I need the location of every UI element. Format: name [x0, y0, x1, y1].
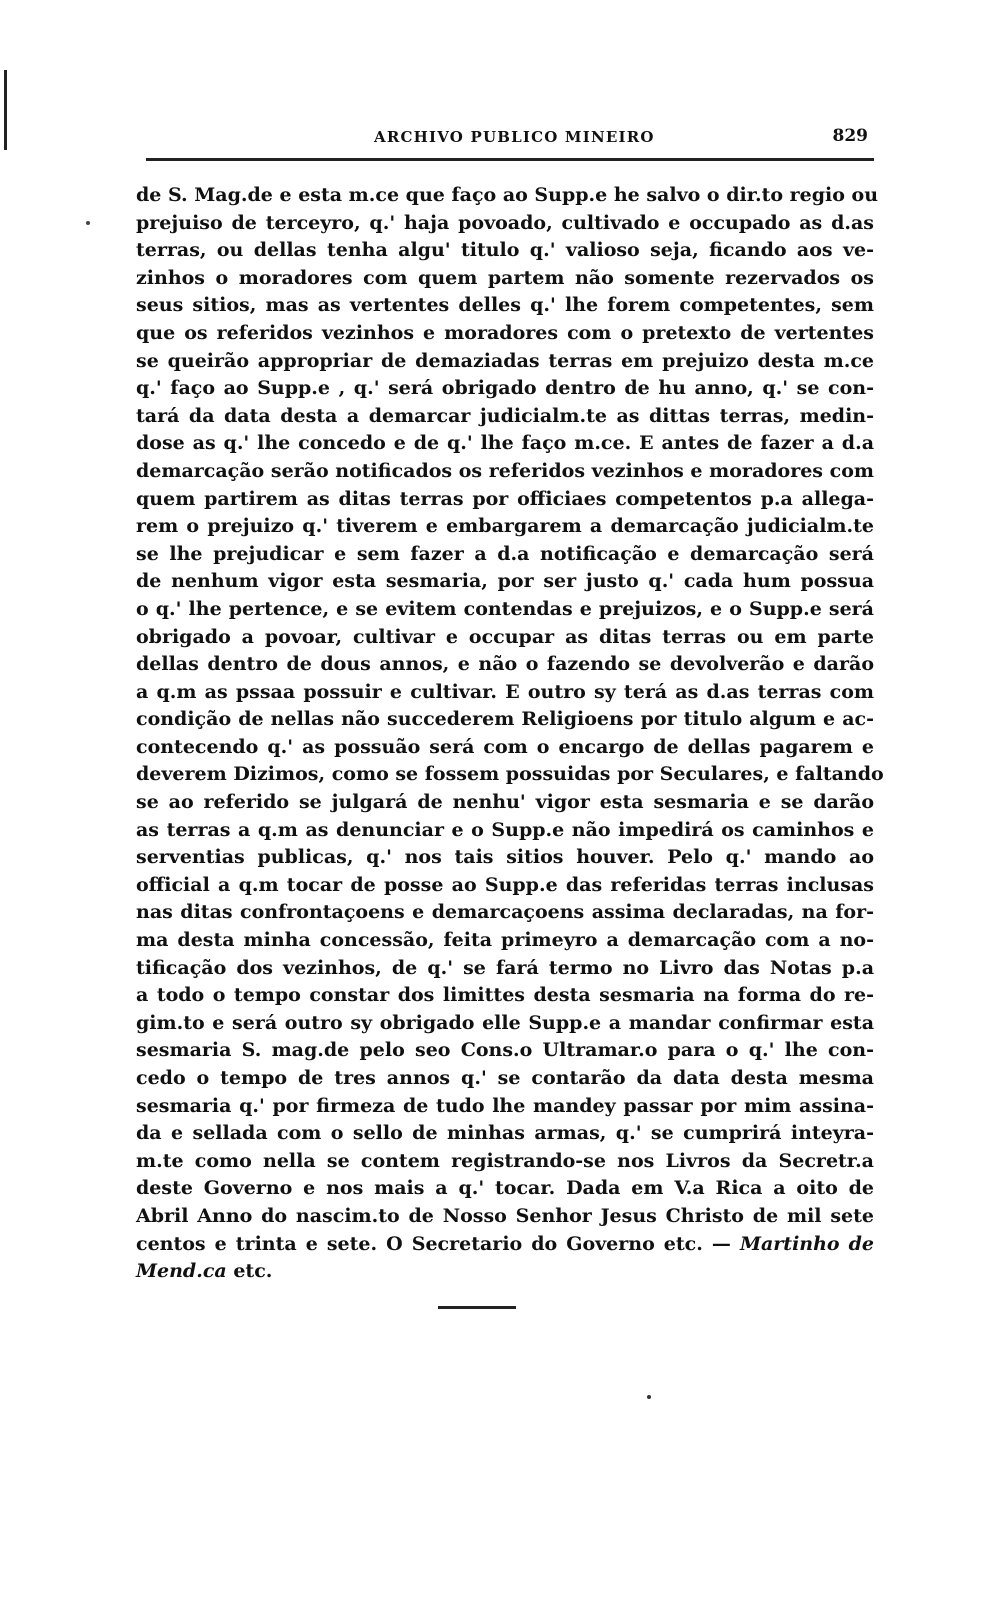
- text-line: se lhe prejudicar e sem fazer a d.a notificação e demarcação será: [136, 542, 874, 565]
- body-text: [136, 182, 884, 1286]
- text-line: serventias publicas, q.' nos tais sitios houver. Pelo q.' mando ao: [136, 846, 874, 869]
- text-line: a q.m as pssaa possuir e cultivar. E outro sy terá as d.as terras com: [136, 680, 874, 703]
- text-line: sesmaria q.' por firmeza de tudo lhe mandey passar por mim assina-: [136, 1094, 874, 1117]
- text-line: que os referidos vezinhos e moradores com o pretexto de vertentes: [136, 321, 874, 344]
- text-line: gim.to e será outro sy obrigado elle Supp.e a mandar confirmar esta: [136, 1011, 874, 1034]
- text-line: deste Governo e nos mais a q.' tocar. Dada em V.a Rica a oito de: [136, 1177, 874, 1200]
- text-line: q.' faço ao Supp.e , q.' será obrigado dentro de hu anno, q.' se con-: [136, 377, 874, 400]
- text-line: sesmaria S. mag.de pelo seo Cons.o Ultramar.o para o q.' lhe con-: [136, 1039, 874, 1062]
- text-line: Abril Anno do nascim.to de Nosso Senhor Jesus Christo de mil sete: [136, 1204, 874, 1227]
- running-header: [136, 128, 874, 154]
- margin-speck: [86, 221, 90, 225]
- text-line: tará da data desta a demarcar judicialm.te as dittas terras, medin-: [136, 404, 874, 427]
- signature-name-start: Martinho de: [739, 1232, 874, 1255]
- end-rule: [438, 1306, 516, 1309]
- text-line: seus sitios, mas as vertentes delles q.' lhe forem competentes, sem: [136, 294, 874, 317]
- text-line: dose as q.' lhe concedo e de q.' lhe faço m.ce. E antes de fazer a d.a: [136, 432, 874, 455]
- page-number: 829: [832, 126, 868, 146]
- text-line: rem o prejuizo q.' tiverem e embargarem a demarcação judicialm.te: [136, 515, 874, 538]
- text-line: quem partirem as ditas terras por officiaes competentos p.a allega-: [136, 487, 874, 510]
- text-line: condição de nellas não succederem Religioens por titulo algum e ac-: [136, 708, 874, 731]
- text-line: a todo o tempo constar dos limittes desta sesmaria na forma do re-: [136, 984, 874, 1007]
- header-rule: [146, 158, 874, 161]
- text-line: prejuiso de terceyro, q.' haja povoado, cultivado e occupado as d.as: [136, 211, 874, 234]
- text-line: de nenhum vigor esta sesmaria, por ser justo q.' cada hum possua: [136, 570, 874, 593]
- text-line: official a q.m tocar de posse ao Supp.e das referidas terras inclusas: [136, 873, 874, 896]
- text-line: as terras a q.m as denunciar e o Supp.e não impedirá os caminhos e: [136, 818, 874, 841]
- page-speck: [647, 1395, 651, 1399]
- text-line: ma desta minha concessão, feita primeyro a demarcação com a no-: [136, 929, 874, 952]
- text-line: tificação dos vezinhos, de q.' se fará termo no Livro das Notas p.a: [136, 956, 874, 979]
- text-line: deverem Dizimos, como se fossem possuidas por Seculares, e faltando: [136, 763, 884, 786]
- text-line: se queirão appropriar de demaziadas terras em prejuizo desta m.ce: [136, 349, 874, 372]
- header-title: ARCHIVO PUBLICO MINEIRO: [374, 128, 655, 146]
- text-line: nas ditas confrontaçoens e demarcaçoens assima declaradas, na for-: [136, 901, 874, 924]
- text-line: zinhos o moradores com quem partem não somente rezervados os: [136, 266, 874, 289]
- signature-tail: etc.: [226, 1260, 273, 1283]
- text-line: obrigado a povoar, cultivar e occupar as ditas terras ou em parte: [136, 625, 874, 648]
- text-line: contecendo q.' as possuão será com o encargo de dellas pagarem e: [136, 735, 874, 758]
- text-line: m.te como nella se contem registrando-se nos Livros da Secretr.a: [136, 1149, 874, 1172]
- text-line: dellas dentro de dous annos, e não o fazendo se devolverão e darão: [136, 653, 874, 676]
- text-line: terras, ou dellas tenha algu' titulo q.' valioso seja, ficando aos ve-: [136, 239, 874, 262]
- text-line: da e sellada com o sello de minhas armas, q.' se cumprirá inteyra-: [136, 1122, 874, 1145]
- text-line: se ao referido se julgará de nenhu' vigor esta sesmaria e se darão: [136, 791, 874, 814]
- text-line: demarcação serão notificados os referidos vezinhos e moradores com: [136, 459, 874, 482]
- page-edge-mark: [4, 70, 7, 150]
- text-line-final: [136, 1258, 874, 1286]
- text-line: o q.' lhe pertence, e se evitem contendas e prejuizos, e o Supp.e será: [136, 597, 874, 620]
- text-line: de S. Mag.de e esta m.ce que faço ao Supp.e he salvo o dir.to regio ou: [136, 184, 879, 206]
- text-line: centos e trinta e sete. O Secretario do Governo etc. — Martinho de: [136, 1232, 874, 1255]
- signature-name: Mend.ca: [136, 1260, 227, 1283]
- text-line: cedo o tempo de tres annos q.' se contarão da data desta mesma: [136, 1067, 874, 1089]
